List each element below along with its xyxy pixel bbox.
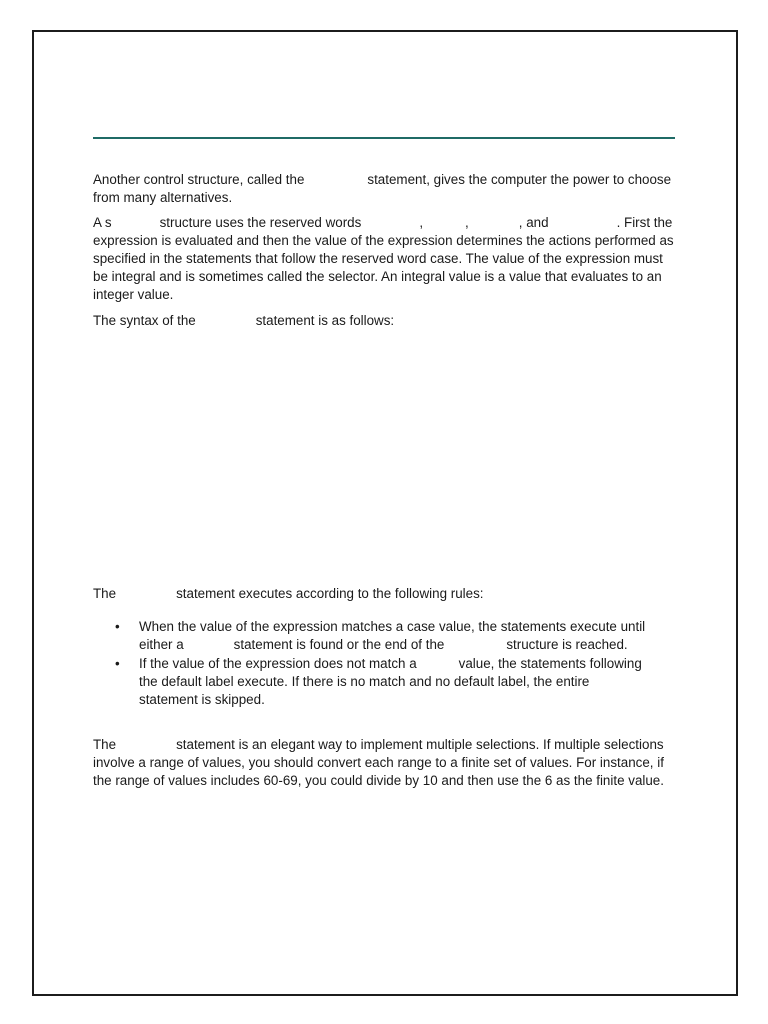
text: A s (93, 215, 112, 230)
paragraph-syntax (93, 312, 675, 330)
text: The (93, 586, 117, 601)
paragraph-rules-intro (93, 585, 675, 603)
list-item (93, 618, 653, 654)
text: value, the statements following the default label execute. If there is no match and no default label, the entire (139, 656, 642, 689)
rules-list (93, 618, 653, 710)
text: structure uses the reserved words (159, 215, 362, 230)
paragraph-summary (93, 736, 675, 790)
text: Another control structure, called the (93, 172, 305, 187)
text: When the value of the expression matches a case value, the statements execute until either a (139, 619, 646, 652)
text: statement is found or the end of the (233, 637, 445, 652)
text: statement, gives the computer the power to choose from many alternatives. (93, 172, 672, 205)
text: statement is skipped. (139, 692, 265, 707)
text: , (419, 215, 424, 230)
text: structure is reached. (506, 637, 628, 652)
paragraph-structure (93, 214, 675, 304)
header-rule (93, 137, 675, 139)
text: . First the expression is evaluated and then the value of the expression determines the actions performed as specified in the statements that follow the reserved word case. The value of the expression must be integral and is sometimes called the selector. An integral value is a value that evaluates to an integer value. (93, 215, 674, 302)
paragraph-intro (93, 171, 675, 207)
bullet-icon: • (115, 619, 120, 634)
bullet-icon: • (115, 656, 120, 671)
text: , and (518, 215, 549, 230)
text: statement executes according to the following rules: (176, 586, 484, 601)
text: The syntax of the (93, 313, 196, 328)
list-item (93, 655, 653, 709)
text: statement is as follows: (255, 313, 395, 328)
text: The (93, 737, 117, 752)
text: If the value of the expression does not match a (139, 656, 417, 671)
text: statement is an elegant way to implement multiple selections. If multiple selections involve a range of values, you should convert each range to a finite set of values. For instance, if the range of values includes 60-69, you could divide by 10 and then use the 6 as the finite value. (93, 737, 664, 788)
text: , (465, 215, 469, 230)
